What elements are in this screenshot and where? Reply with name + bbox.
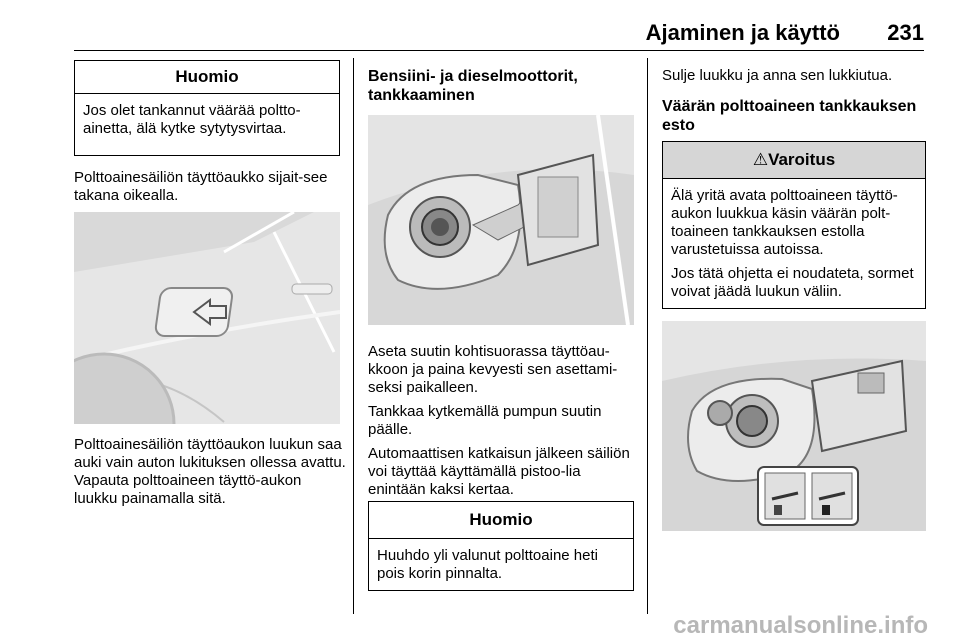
paragraph: Automaattisen katkaisun jälkeen säiliön voi täyttää käyttämällä pistoo-lia enintään kaksi kertaa. <box>368 445 630 498</box>
refuel-nozzle-illustration <box>368 115 634 325</box>
warning-title: Varoitus <box>768 150 836 169</box>
page-number: 231 <box>887 20 924 45</box>
notice-title: Huomio <box>369 502 633 539</box>
section-heading: Väärän polttoaineen tankkauksen esto <box>662 98 917 134</box>
warning-icon: ⚠ <box>752 150 769 169</box>
section-heading: Bensiini- ja dieselmoottorit, tankkaaminen <box>368 68 578 104</box>
fuel-door-illustration <box>74 212 340 424</box>
warning-box <box>662 141 926 309</box>
column-2 <box>368 67 634 582</box>
warning-header <box>663 142 925 179</box>
paragraph: Sulje luukku ja anna sen lukkiutua. <box>662 67 893 84</box>
notice-text: Huuhdo yli valunut polttoaine heti pois korin pinnalta. <box>377 547 598 582</box>
header-title: Ajaminen ja käyttö <box>645 20 840 45</box>
notice-box <box>74 60 340 156</box>
paragraph: Polttoainesäiliön täyttöaukon luukun saa auki vain auton lukituksen ollessa avattu. Vapauta polttoaineen täyttö-aukon luukku painamalla sitä. <box>74 436 346 507</box>
warning-text: Jos tätä ohjetta ei noudateta, sormet voivat jäädä luukun väliin. <box>671 265 914 300</box>
paragraph: Aseta suutin kohtisuorassa täyttöau-kkoon ja paina kevyesti sen asettami-seksi paikalleen. <box>368 343 618 396</box>
misfuel-inhibitor-illustration <box>662 321 926 531</box>
column-1 <box>74 60 346 507</box>
notice-title: Huomio <box>75 61 339 94</box>
header-rule <box>74 50 924 51</box>
watermark: carmanualsonline.info <box>673 612 928 639</box>
paragraph: Polttoainesäiliön täyttöaukko sijait-see takana oikealla. <box>74 169 328 204</box>
column-3 <box>662 67 926 300</box>
paragraph: Tankkaa kytkemällä pumpun suutin päälle. <box>368 403 602 438</box>
notice-text: Jos olet tankannut väärää poltto-ainetta, älä kytke sytytysvirtaa. <box>83 102 301 137</box>
notice-box <box>368 501 634 591</box>
column-divider <box>647 58 648 614</box>
warning-text: Älä yritä avata polttoaineen täyttö-aukon luukkua käsin väärän polt-toaineen tankkauksen estolla varustetuissa autoissa. <box>671 187 898 258</box>
column-divider <box>353 58 354 614</box>
